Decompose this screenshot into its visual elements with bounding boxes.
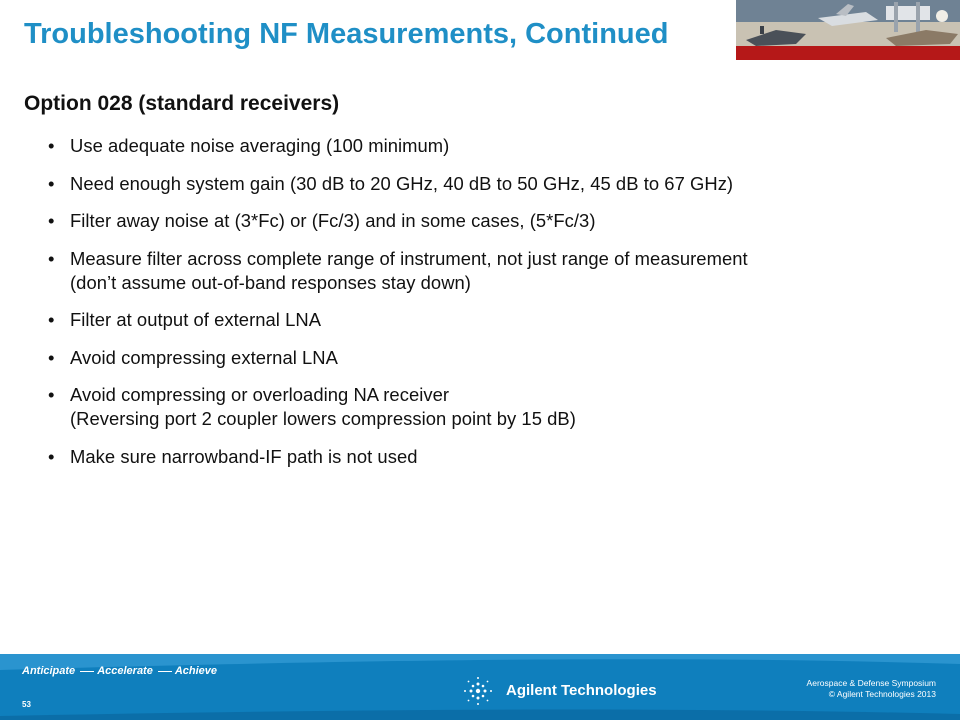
- bullet-text: Avoid compressing external LNA: [70, 346, 338, 368]
- bullet-item: [48, 346, 953, 370]
- bullet-text: Avoid compressing or overloading NA receiver: [70, 384, 450, 405]
- bullet-icon: •: [48, 346, 55, 368]
- bullet-icon: •: [48, 247, 55, 269]
- aerospace-collage-icon: [736, 0, 960, 50]
- bullet-text: Make sure narrowband-IF path is not used: [70, 445, 418, 467]
- bullet-text: Use adequate noise averaging (100 minimum): [70, 135, 450, 156]
- slide-title: Troubleshooting NF Measurements, Continued: [24, 18, 669, 50]
- bullet-text-continued: (don’t assume out-of-band responses stay down): [70, 271, 471, 293]
- bullet-item: [48, 383, 953, 431]
- footer-tagline: [22, 665, 219, 677]
- bullet-list: [48, 134, 953, 482]
- bullet-text: Filter away noise at (3*Fc) or (Fc/3) and in some cases, (5*Fc/3): [70, 210, 596, 231]
- bullet-icon: •: [48, 309, 55, 330]
- bullet-item: [48, 445, 953, 469]
- agilent-spark-logo-icon: [462, 675, 494, 707]
- title-accent-bar: [736, 46, 960, 60]
- event-info: [807, 678, 936, 700]
- tagline-word: Achieve: [174, 665, 218, 677]
- bullet-text-continued: (Reversing port 2 coupler lowers compression point by 15 dB): [70, 408, 576, 429]
- tagline-word: Anticipate: [22, 665, 76, 677]
- bullet-item: [48, 308, 953, 332]
- aerospace-banner-image: [736, 0, 960, 50]
- bullet-icon: •: [48, 210, 55, 231]
- company-name: Agilent Technologies: [506, 682, 657, 699]
- bullet-icon: •: [48, 445, 55, 467]
- bullet-item: [48, 134, 953, 158]
- section-heading: Option 028 (standard receivers): [24, 92, 340, 115]
- bullet-text: Need enough system gain (30 dB to 20 GHz, 40 dB to 50 GHz, 45 dB to 67 GHz): [70, 172, 734, 194]
- bullet-item: [48, 172, 953, 196]
- bullet-item: [48, 209, 953, 233]
- bullet-item: [48, 247, 953, 295]
- bullet-icon: •: [48, 172, 55, 194]
- bullet-icon: •: [48, 384, 55, 405]
- bullet-icon: •: [48, 135, 55, 156]
- company-logo: [462, 675, 662, 707]
- bullet-text: Filter at output of external LNA: [70, 309, 322, 330]
- copyright: © Agilent Technologies 2013: [828, 689, 936, 699]
- bullet-text: Measure filter across complete range of instrument, not just range of measurement: [70, 247, 748, 269]
- page-number: 53: [22, 700, 31, 709]
- tagline-separator: [80, 671, 94, 672]
- tagline-separator: [158, 671, 172, 672]
- tagline-word: Accelerate: [97, 665, 153, 677]
- event-name: Aerospace & Defense Symposium: [806, 678, 936, 688]
